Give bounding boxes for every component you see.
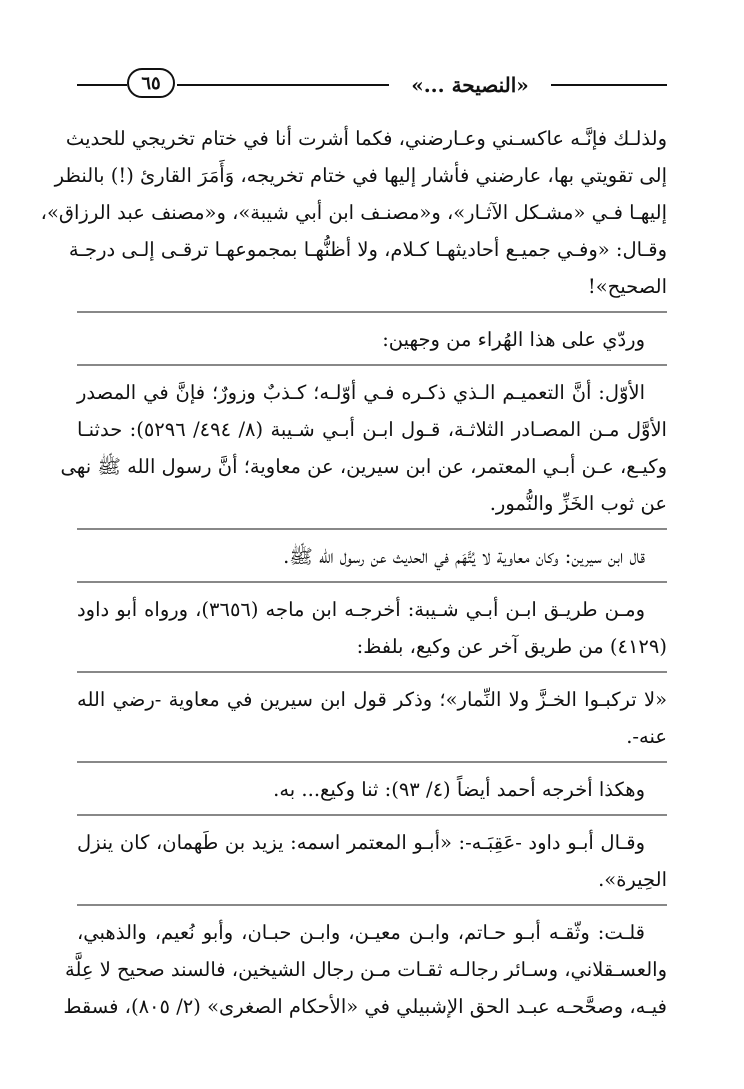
paragraph-separator bbox=[77, 364, 667, 366]
text-line: وقـال أبـو داود -عَقِبَـه-: «أبـو المعتمر اسمه: يزيد بن طَهمان، كان ينزل bbox=[77, 831, 645, 854]
text-line: إلى تقويتي بها، عارضني فأشار إليها في ختام تخريجه، وَأَمَرَ القارئ (!) بالنظر bbox=[54, 164, 667, 187]
text-line: وردّي على هذا الهُراء من وجهين: bbox=[382, 328, 645, 351]
paragraph-separator bbox=[77, 311, 667, 313]
text-line: قلـت: وثّقـه أبـو حـاتم، وابـن معيـن، وابـن حبـان، وأبو نُعيم، والذهبي، bbox=[77, 921, 645, 944]
text-line: عن ثوب الخَزِّ والنُّمور. bbox=[489, 492, 667, 515]
text-line: الصحيح»! bbox=[587, 275, 667, 298]
text-line: قال ابن سيرين: وكان معاوية لا يُتَّهَم في الحديث عن رسول الله ﷺ. bbox=[283, 545, 645, 568]
text-line: (٤١٢٩) من طريق آخر عن وكيع، بلفظ: bbox=[356, 635, 667, 658]
header-rule-right bbox=[551, 84, 667, 86]
header-rule-middle bbox=[177, 84, 389, 86]
text-line: وقـال: «وفـي جميـع أحاديثهـا كـلام، ولا أظنُّهـا بمجموعهـا ترقـى إلـى درجـة bbox=[68, 238, 667, 261]
text-line: عنه-. bbox=[626, 725, 667, 748]
paragraph-separator bbox=[77, 904, 667, 906]
text-line: ومـن طريـق ابـن أبـي شـيبة: أخرجـه ابن ماجه (٣٦٥٦)، ورواه أبو داود bbox=[77, 598, 645, 621]
paragraph-9 bbox=[63, 914, 667, 1025]
text-line: «لا تركبـوا الخـزَّ ولا النِّمار»؛ وذكر قول ابن سيرين في معاوية -رضي الله bbox=[77, 688, 667, 711]
text-line: وهكذا أخرجه أحمد أيضاً (٤/ ٩٣): ثنا وكيع... به. bbox=[273, 778, 645, 801]
text-line: ولذلـك فإنَّـه عاكسـني وعـارضني، فكما أشرت أنا في ختام تخريجي للحديث bbox=[65, 127, 667, 150]
paragraph-separator bbox=[77, 814, 667, 816]
paragraph-separator bbox=[77, 671, 667, 673]
paragraph-separator bbox=[77, 528, 667, 530]
paragraph-6 bbox=[77, 681, 667, 755]
text-line: الأوَّل مـن المصـادر الثلاثـة، قـول ابـن أبـي شـيبة (٨/ ٤٩٤/ ٥٢٩٦): حدثنـا bbox=[77, 418, 667, 441]
body-text bbox=[40, 120, 667, 1025]
paragraph-2 bbox=[77, 321, 667, 358]
text-line: فيـه، وصحَّحـه عبـد الحق الإشبيلي في «الأحكام الصغرى» (٢/ ٨٠٥)، فسقط bbox=[63, 995, 667, 1018]
paragraph-5 bbox=[77, 591, 667, 665]
paragraph-1 bbox=[40, 120, 667, 305]
running-title: «النصيحة ...» bbox=[411, 73, 529, 97]
paragraph-8 bbox=[77, 824, 667, 898]
text-line: وكيـع، عـن أبـي المعتمر، عن ابن سيرين، عن معاوية؛ أنَّ رسول الله ﷺ نهى bbox=[60, 455, 667, 478]
text-line: والعسـقلاني، وسـائر رجالـه ثقـات مـن رجال الشيخين، فالسند صحيح لا عِلَّة bbox=[64, 958, 667, 981]
paragraph-separator bbox=[77, 761, 667, 763]
text-line: الحِيرة». bbox=[598, 868, 667, 891]
page-number: ٦٥ bbox=[127, 68, 175, 98]
paragraph-separator bbox=[77, 581, 667, 583]
text-line: الأوّل: أنَّ التعميـم الـذي ذكـره فـي أوّلـه؛ كـذبٌ وزورٌ؛ فإنَّ في المصدر bbox=[77, 381, 645, 404]
text-line: إليهـا فـي «مشـكل الآثـار»، و«مصنـف ابن أبي شيبة»، و«مصنف عبد الرزاق»، bbox=[40, 201, 667, 224]
paragraph-4 bbox=[77, 538, 667, 575]
paragraph-7 bbox=[77, 771, 667, 808]
page-header bbox=[77, 68, 667, 102]
header-rule-left bbox=[77, 84, 127, 86]
paragraph-3 bbox=[60, 374, 667, 522]
